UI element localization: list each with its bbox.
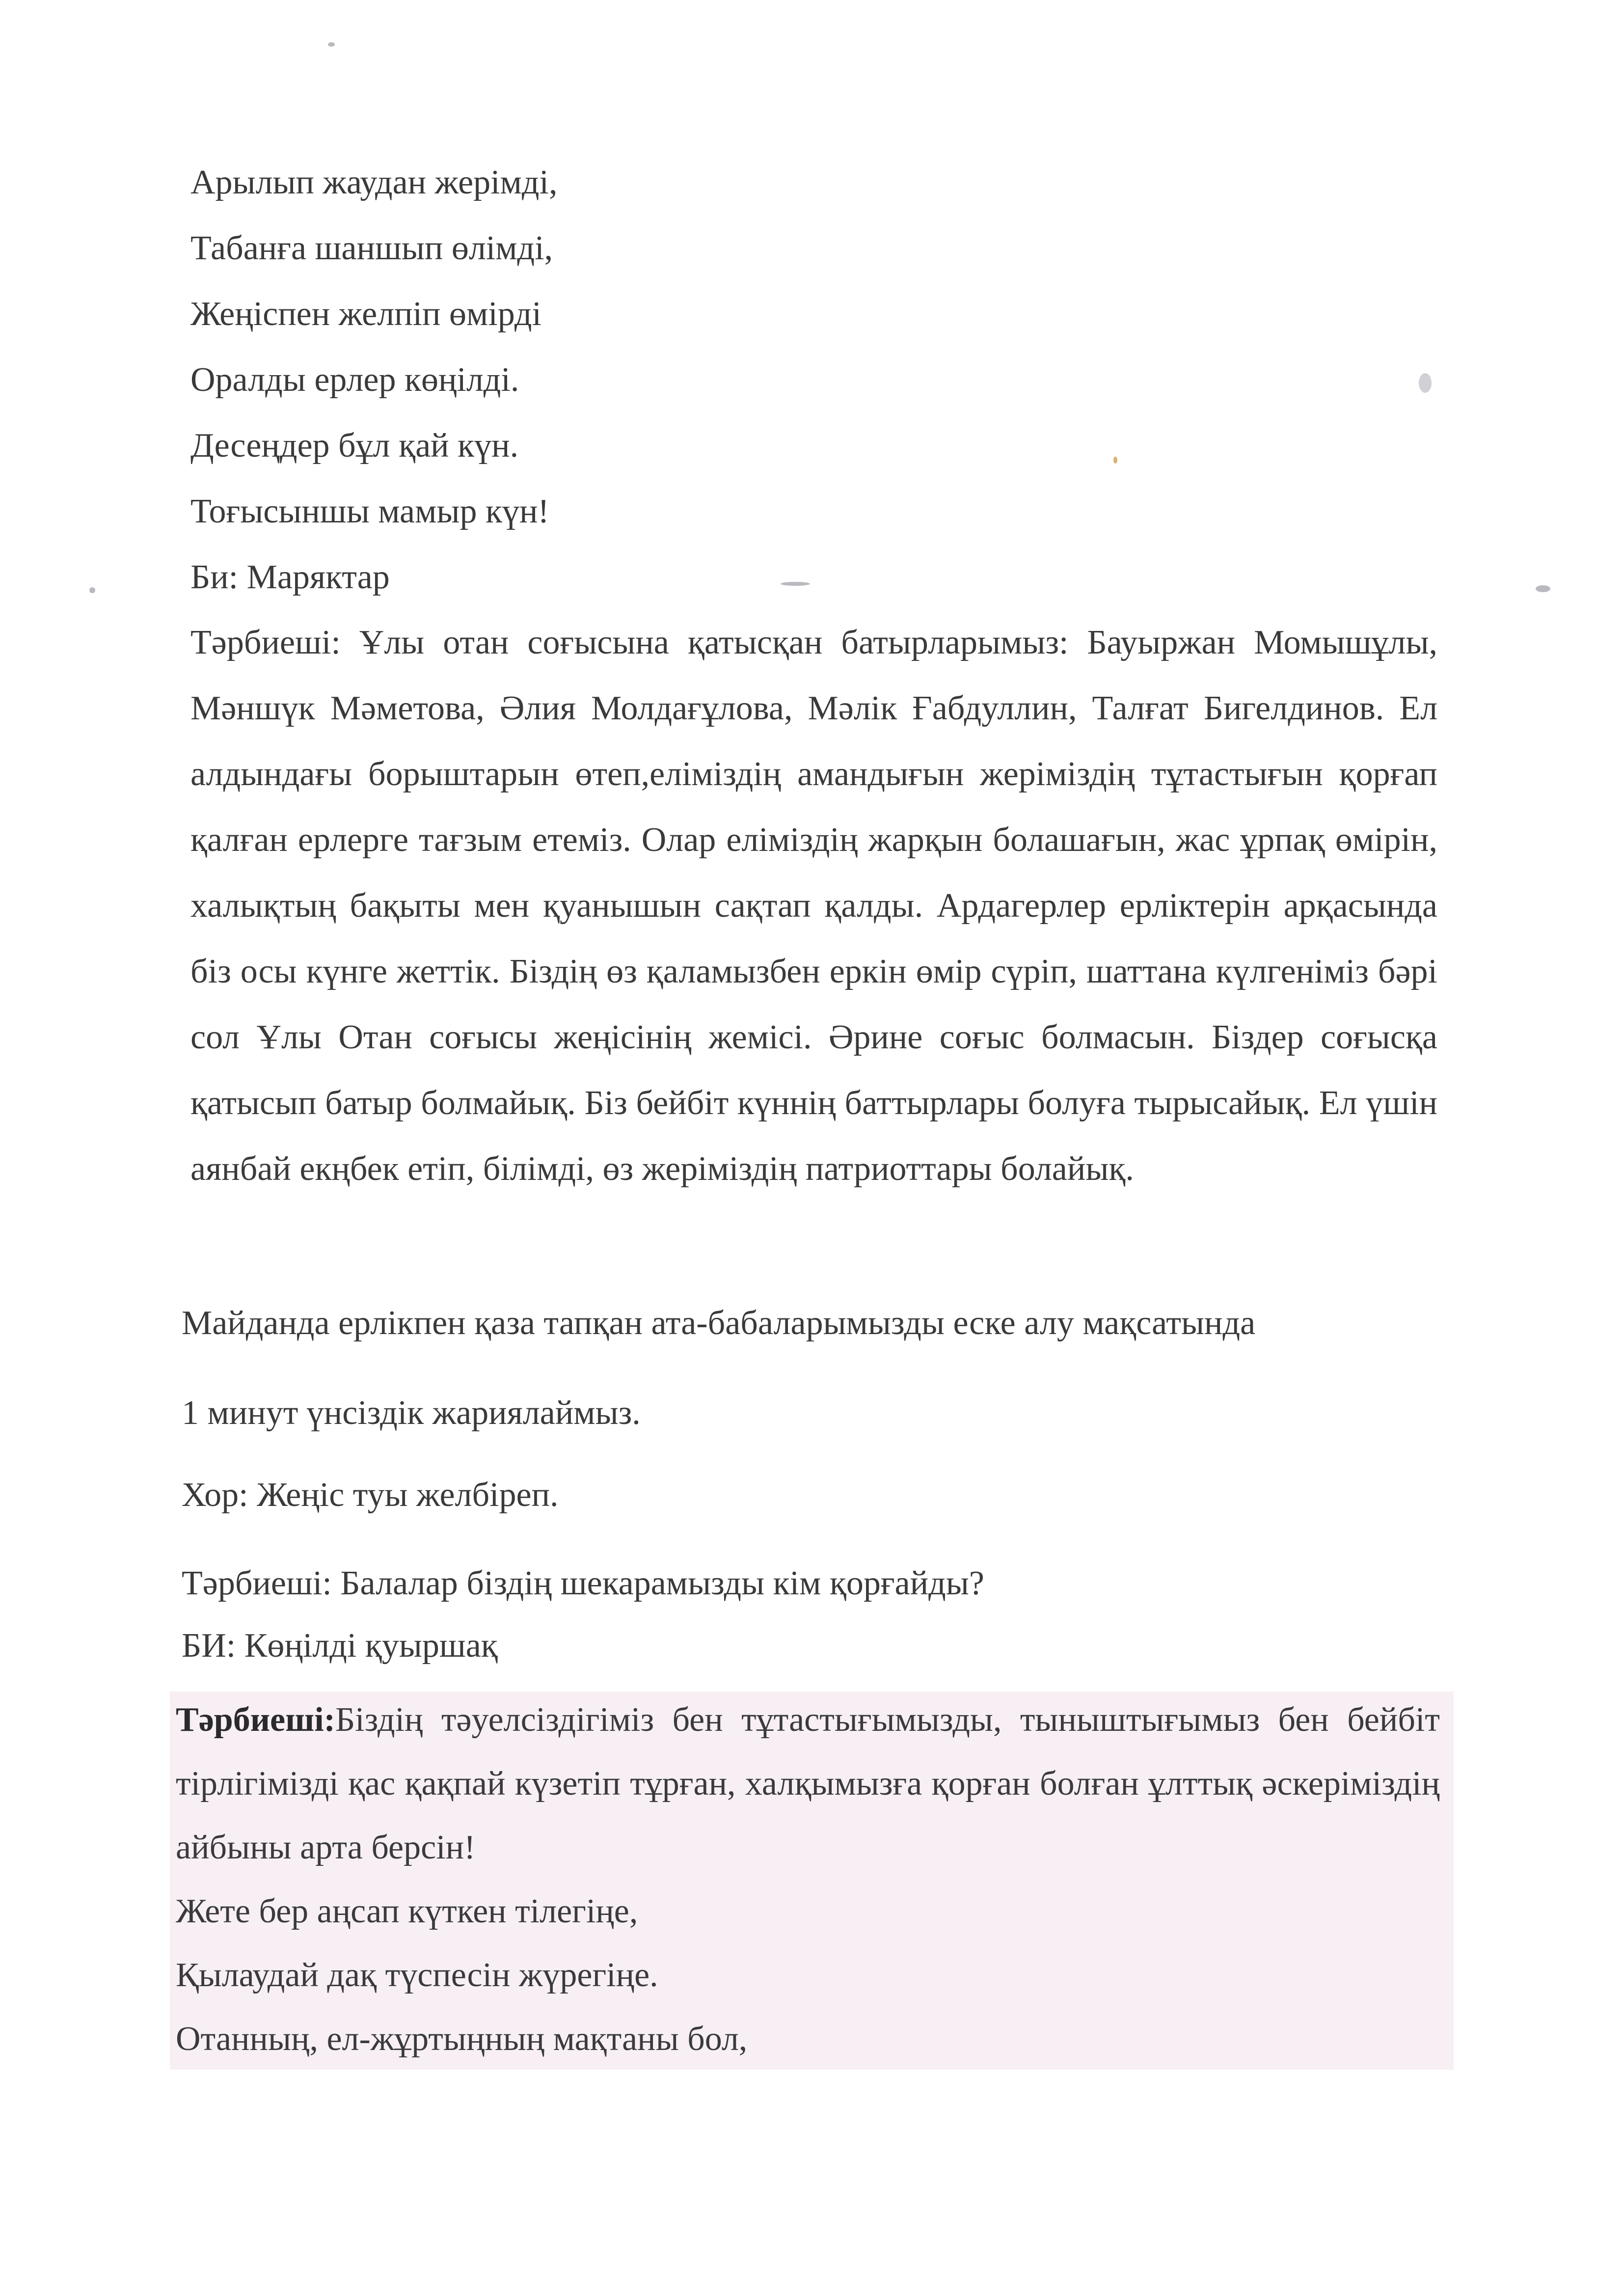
scan-speck (89, 587, 95, 593)
dance-line: БИ: Көңілді қуыршақ (182, 1627, 498, 1665)
speaker-label: Тәрбиеші: (176, 1701, 335, 1739)
teacher-paragraph: Тәрбиеші: Ұлы отан соғысына қатысқан батырларымыз: Бауыржан Момышұлы, Мәншүк Мәметова, Әлия Молдағұлова, Мәлік Ғабдуллин, Талғат Бигелдинов. Ел алдындағы борыштарын өтеп,еліміздің амандығын жеріміздің тұтастығын қорғап қалған ерлерге тағзым етеміз. Олар еліміздің жарқын болашағын, жас ұрпақ өмірін, халықтың бақыты мен қуанышын сақтап қалды. Ардагерлер ерліктерін арқасында біз осы күнге жеттік. Біздің өз қаламызбен еркін өмір сүріп, шаттана күлгеніміз бәрі сол Ұлы Отан соғысы жеңісінің жемісі. Әрине соғыс болмасын. Біздер соғысқа қатысып батыр болмайық. Біз бейбіт күннің баттырлары болуға тырысайық. Ел үшін аянбай екңбек етіп, білімді, өз жеріміздің патриоттары болайық. (190, 624, 1437, 1188)
verse-line: Қылаудай дақ түспесін жүрегіңе. (176, 1956, 658, 1994)
final-section (176, 1688, 1440, 2071)
scan-speck (1536, 585, 1550, 592)
poem-line: Десеңдер бұл қай күн. (190, 427, 519, 465)
poem-line: Жеңіспен желпіп өмірді (190, 295, 541, 333)
verse-line: Жете бер аңсап күткен тілегіңе, (176, 1892, 638, 1930)
memorial-line: Майданда ерлікпен қаза тапқан ата-бабаларымызды еске алу мақсатында (182, 1304, 1256, 1342)
poem-line: Оралды ерлер көңілді. (190, 361, 519, 399)
scan-speck (1419, 373, 1432, 393)
final-paragraph-text: Біздің тәуелсіздігіміз бен тұтастығымызды, тыныштығымыз бен бейбіт тірлігімізді қас қақпай күзетіп тұрған, халқымызға қорған болған ұлттық әскеріміздің айбыны арта берсін! (176, 1701, 1440, 1866)
poem-block (190, 150, 1467, 610)
scan-speck (1113, 457, 1117, 464)
poem-line: Табанға шаншып өлімді, (190, 229, 553, 267)
memorial-line: 1 минут үнсіздік жариялаймыз. (182, 1394, 641, 1432)
scan-speck (781, 582, 810, 586)
poem-line: Тоғысыншы мамыр күн! (190, 492, 549, 530)
dance-line-maryaktar: Би: Маряктар (190, 558, 390, 596)
scan-speck (328, 42, 335, 47)
verse-line: Отанның, ел-жұртыңның мақтаны бол, (176, 2020, 748, 2058)
choir-line: Хор: Жеңіс туы желбіреп. (182, 1476, 559, 1514)
teacher-question-line: Тәрбиеші: Балалар біздің шекарамызды кім қорғайды? (182, 1564, 984, 1602)
poem-line: Арылып жаудан жерімді, (190, 164, 558, 201)
final-paragraph (176, 1688, 1440, 1880)
